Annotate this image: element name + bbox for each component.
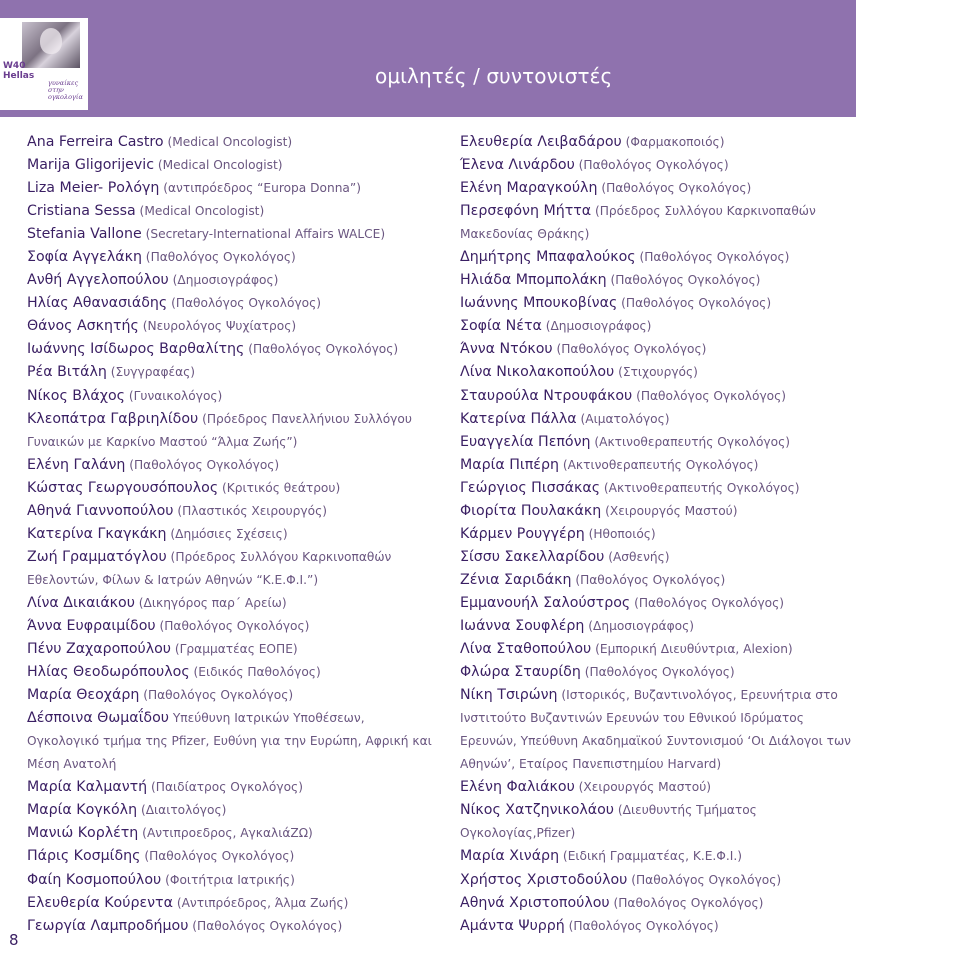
speaker-entry <box>460 892 860 915</box>
speaker-entry <box>460 546 860 569</box>
logo-tagline: γυναίκες στην ογκολογία <box>48 79 83 101</box>
speaker-entry <box>27 822 437 845</box>
speaker-entry <box>27 154 437 177</box>
speaker-name: Ιωάννα Σουφλέρη <box>460 617 585 634</box>
speaker-name: Άννα Ντόκου <box>460 341 553 358</box>
speaker-name: Λίνα Δικαιάκου <box>27 594 135 611</box>
speaker-name: Ελένη Γαλάνη <box>27 456 126 473</box>
speaker-entry <box>27 408 437 454</box>
speaker-entry <box>27 661 437 684</box>
speaker-entry <box>460 269 860 292</box>
speaker-entry <box>460 361 860 384</box>
speaker-name: Μαρία Κογκόλη <box>27 802 138 819</box>
speaker-role: (Πρόεδρος Συλλόγου Καρκινοπαθών Εθελοντών, Φίλων & Ιατρών Αθηνών “K.E.Φ.Ι.”) <box>27 549 392 587</box>
speaker-entry <box>27 892 437 915</box>
logo <box>0 18 88 110</box>
speaker-role: (Στιχουργός) <box>614 365 698 380</box>
speaker-role: (Ακτινοθεραπευτής Ογκολόγος) <box>590 434 790 449</box>
speaker-name: Σταυρούλα Ντρουφάκου <box>460 387 633 404</box>
speaker-entry <box>27 385 437 408</box>
speaker-name: Χρήστος Χριστοδούλου <box>460 871 628 888</box>
speaker-entry <box>27 615 437 638</box>
speaker-name: Ελευθερία Κούρεντα <box>27 894 173 911</box>
speaker-entry <box>27 915 437 938</box>
speaker-name: Κλεοπάτρα Γαβριηλίδου <box>27 410 199 427</box>
speaker-entry <box>27 845 437 868</box>
speaker-role: (Ιστορικός, Βυζαντινολόγος, Ερευνήτρια στο Ινστιτούτο Βυζαντινών Ερευνών του Εθνικού Ιδρύματος Ερευνών, Υπεύθυνη Ακαδημαϊκού Συντονισμού ‘Οι Διάλογοι των Αθηνών’, Εταίρος Πανεπιστημίου Harvard) <box>460 688 851 772</box>
speaker-role: (Παθολόγος Ογκολόγος) <box>617 296 772 311</box>
speaker-name: Liza Meier- Ρολόγη <box>27 180 160 197</box>
speaker-name: Ελευθερία Λειβαδάρου <box>460 134 622 150</box>
speaker-role: (Medical Oncologist) <box>163 135 293 149</box>
speaker-entry <box>27 638 437 661</box>
speaker-entry <box>460 845 860 868</box>
speaker-role: (Medical Oncologist) <box>135 204 265 219</box>
speaker-name: Κώστας Γεωργουσόπουλος <box>27 479 219 496</box>
speaker-entry <box>460 385 860 408</box>
speaker-name: Ανθή Αγγελοπούλου <box>27 272 169 289</box>
speaker-entry <box>27 223 437 246</box>
speaker-role: (Παθολόγος Ογκολόγος) <box>571 572 726 587</box>
speaker-entry <box>460 154 860 177</box>
speaker-role: (Αντιπροεδρος, ΑγκαλιάΖΩ) <box>138 826 313 841</box>
speaker-name: Ιωάννης Μπουκοβίνας <box>460 295 618 312</box>
speakers-list-left <box>27 131 437 938</box>
speaker-name: Κατερίνα Γκαγκάκη <box>27 525 167 542</box>
speaker-role: (Παθολόγος Ογκολόγος) <box>609 895 764 910</box>
speaker-entry <box>27 592 437 615</box>
speaker-name: Δέσποινα Θωμαΐδου <box>27 710 169 727</box>
speaker-role: (Νευρολόγος Ψυχίατρος) <box>138 319 297 334</box>
speaker-name: Ζένια Σαριδάκη <box>460 571 572 588</box>
speaker-name: Λίνα Νικολακοπούλου <box>460 364 615 381</box>
speaker-name: Κατερίνα Πάλλα <box>460 410 577 427</box>
page-title: ομιλητές / συντονιστές <box>375 64 613 88</box>
speaker-entry <box>27 523 437 546</box>
speaker-role: (Παθολόγος Ογκολόγος) <box>167 296 322 311</box>
speaker-entry <box>460 200 860 246</box>
speaker-role: (Κριτικός θεάτρου) <box>218 480 341 495</box>
speaker-role: (Γυναικολόγος) <box>124 388 223 403</box>
speaker-name: Νίκος Βλάχος <box>27 387 125 404</box>
speaker-role: (Αντιπρόεδρος, Άλμα Ζωής) <box>172 895 349 910</box>
speaker-entry <box>460 131 860 154</box>
speaker-name: Αθηνά Γιαννοπούλου <box>27 502 174 519</box>
speaker-name: Marija Gligorijevic <box>27 157 155 174</box>
speaker-role: (Παθολόγος Ογκολόγος) <box>574 158 729 173</box>
speaker-name: Αμάντα Ψυρρή <box>460 917 565 934</box>
speaker-role: (Δικηγόρος παρ΄ Αρείω) <box>134 595 287 610</box>
speaker-name: Νίκος Χατζηνικολάου <box>460 802 615 819</box>
speaker-entry <box>460 292 860 315</box>
speaker-name: Αθηνά Χριστοπούλου <box>460 894 610 911</box>
speaker-entry <box>27 200 437 223</box>
speaker-entry <box>27 546 437 592</box>
speaker-role: (Αιματολόγος) <box>576 411 670 426</box>
speaker-role: (Δημοσιογράφος) <box>541 319 652 334</box>
speaker-name: Θάνος Ασκητής <box>27 318 139 335</box>
speaker-name: Ηλίας Θεοδωρόπουλος <box>27 664 190 681</box>
speaker-name: Φλώρα Σταυρίδη <box>460 664 581 681</box>
speaker-role: (Πρόεδρος Συλλόγου Καρκινοπαθών Μακεδονίας Θράκης) <box>460 204 816 242</box>
speaker-name: Ηλιάδα Μπομπολάκη <box>460 272 607 289</box>
speaker-role: (Πλαστικός Χειρουργός) <box>173 503 327 518</box>
speaker-role: (Ακτινοθεραπευτής Ογκολόγος) <box>558 457 759 472</box>
speaker-name: Άννα Ευφραιμίδου <box>27 617 156 634</box>
speaker-role: (Παθολόγος Ογκολόγος) <box>635 250 790 265</box>
speaker-role: (Ακτινοθεραπευτής Ογκολόγος) <box>600 480 800 495</box>
speaker-role: (Παθολόγος Ογκολόγος) <box>564 918 719 933</box>
speaker-entry <box>27 684 437 707</box>
speaker-name: Πάρις Κοσμίδης <box>27 848 141 865</box>
speaker-entry <box>460 177 860 200</box>
speaker-entry <box>27 315 437 338</box>
speaker-role: (Δημόσιες Σχέσεις) <box>166 526 288 541</box>
speaker-role: (Παθολόγος Ογκολόγος) <box>244 342 399 357</box>
speaker-name: Σοφία Νέτα <box>460 318 542 335</box>
speaker-entry <box>27 246 437 269</box>
page-number: 8 <box>9 931 19 949</box>
speaker-name: Stefania Vallone <box>27 226 142 243</box>
speaker-name: Δημήτρης Μπαφαλούκος <box>460 249 636 266</box>
speaker-role: (Παθολόγος Ογκολόγος) <box>155 618 310 633</box>
speaker-name: Ελένη Φαλιάκου <box>460 779 575 796</box>
speaker-name: Φιορίτα Πουλακάκη <box>460 502 602 519</box>
speaker-entry <box>460 776 860 799</box>
speaker-entry <box>27 338 437 361</box>
speaker-role: Υπεύθυνη Ιατρικών Υποθέσεων, Ογκολογικό τμήμα της Pfizer, Ευθύνη για την Ευρώπη, Αφρική και Μέση Ανατολή <box>27 711 432 772</box>
speaker-entry <box>460 500 860 523</box>
speaker-entry <box>27 776 437 799</box>
speaker-role: (Γραμματέας ΕΟΠΕ) <box>171 642 298 657</box>
header-band <box>0 0 856 117</box>
speaker-role: (Παθολόγος Ογκολόγος) <box>125 457 280 472</box>
speaker-name: Ιωάννης Ισίδωρος Βαρθαλίτης <box>27 341 245 358</box>
speaker-entry <box>460 246 860 269</box>
speaker-entry <box>460 431 860 454</box>
speaker-role: (Φαρμακοποιός) <box>621 135 725 149</box>
speaker-name: Cristiana Sessa <box>27 203 136 220</box>
speaker-entry <box>27 869 437 892</box>
speaker-entry <box>27 500 437 523</box>
speaker-entry <box>460 477 860 500</box>
speaker-entry <box>460 338 860 361</box>
speaker-name: Μαρία Καλμαντή <box>27 779 148 796</box>
speaker-role: (Ασθενής) <box>604 549 670 564</box>
speaker-role: (Παθολόγος Ογκολόγος) <box>141 250 296 265</box>
speaker-role: (Παθολόγος Ογκολόγος) <box>632 388 787 403</box>
speaker-name: Σοφία Αγγελάκη <box>27 249 142 266</box>
speaker-role: (Δημοσιογράφος) <box>168 273 279 288</box>
speakers-list-right <box>460 131 860 938</box>
speaker-name: Περσεφόνη Μήττα <box>460 203 592 220</box>
speaker-entry <box>460 408 860 431</box>
speaker-role: (Παθολόγος Ογκολόγος) <box>606 273 761 288</box>
speaker-role: (Εμπορική Διευθύντρια, Alexion) <box>591 642 793 657</box>
speaker-name: Μανιώ Κορλέτη <box>27 825 139 842</box>
speaker-name: Ελένη Μαραγκούλη <box>460 180 598 197</box>
speaker-entry <box>460 523 860 546</box>
speaker-role: (Χειρουργός Μαστού) <box>574 780 712 795</box>
speaker-role: (Διευθυντής Τμήματος Ογκολογίας,Pfizer) <box>460 803 757 841</box>
speaker-role: (Παιδίατρος Ογκολόγος) <box>147 780 303 795</box>
speaker-role: (Διαιτολόγος) <box>137 803 227 818</box>
speaker-name: Κάρμεν Ρουγγέρη <box>460 525 585 542</box>
speaker-role: (Παθολόγος Ογκολόγος) <box>188 918 343 933</box>
speaker-entry <box>27 454 437 477</box>
speaker-entry <box>460 615 860 638</box>
speaker-name: Ευαγγελία Πεπόνη <box>460 433 591 450</box>
speaker-entry <box>460 661 860 684</box>
speaker-entry <box>460 799 860 845</box>
speaker-name: Μαρία Πιπέρη <box>460 456 559 473</box>
speaker-role: (Ηθοποιός) <box>584 526 656 541</box>
speaker-role: (Secretary-International Affairs WALCE) <box>141 227 386 242</box>
speaker-role: (Συγγραφέας) <box>106 365 196 380</box>
speaker-role: (Ειδικός Παθολόγος) <box>189 665 321 680</box>
speaker-entry <box>460 454 860 477</box>
logo-mark: W40 Hellas <box>3 61 35 81</box>
speaker-role: (Πρόεδρος Πανελλήνιου Συλλόγου Γυναικών με Καρκίνο Μαστού “Άλμα Ζωής”) <box>27 411 412 449</box>
speaker-entry <box>460 592 860 615</box>
speaker-role: (Παθολόγος Ογκολόγος) <box>627 872 782 887</box>
speaker-role: (Φοιτήτρια Ιατρικής) <box>161 872 295 887</box>
speaker-name: Εμμανουήλ Σαλούστρος <box>460 594 631 611</box>
speaker-entry <box>27 707 437 776</box>
speaker-role: (Ειδική Γραμματέας, Κ.Ε.Φ.Ι.) <box>559 849 742 864</box>
speaker-role: (αντιπρόεδρος “Europa Donna”) <box>159 181 361 196</box>
speaker-name: Έλενα Λινάρδου <box>460 157 575 174</box>
speaker-name: Γεωργία Λαμπροδήμου <box>27 917 189 934</box>
speaker-role: (Παθολόγος Ογκολόγος) <box>552 342 707 357</box>
speaker-role: (Χειρουργός Μαστού) <box>601 503 738 518</box>
speaker-role: (Δημοσιογράφος) <box>584 618 694 633</box>
speaker-entry <box>27 477 437 500</box>
speaker-entry <box>460 915 860 938</box>
speaker-entry <box>460 569 860 592</box>
speaker-entry <box>27 131 437 154</box>
speaker-name: Φαίη Κοσμοπούλου <box>27 871 162 888</box>
speaker-entry <box>460 638 860 661</box>
speaker-name: Ρέα Βιτάλη <box>27 364 107 381</box>
speaker-name: Μαρία Θεοχάρη <box>27 687 140 704</box>
speaker-role: (Παθολόγος Ογκολόγος) <box>630 595 785 610</box>
speaker-role: (Παθολόγος Ογκολόγος) <box>139 688 294 703</box>
speaker-name: Πένυ Ζαχαροπούλου <box>27 641 172 658</box>
speaker-entry <box>27 292 437 315</box>
speaker-entry <box>460 684 860 776</box>
speaker-name: Νίκη Τσιρώνη <box>460 687 558 704</box>
speaker-name: Μαρία Χινάρη <box>460 848 560 865</box>
speaker-name: Ana Ferreira Castro <box>27 134 164 150</box>
speaker-role: (Παθολόγος Ογκολόγος) <box>597 181 752 196</box>
speaker-name: Λίνα Σταθοπούλου <box>460 641 592 658</box>
speaker-entry <box>460 869 860 892</box>
speaker-entry <box>27 269 437 292</box>
speaker-name: Σίσσυ Σακελλαρίδου <box>460 548 605 565</box>
speaker-entry <box>460 315 860 338</box>
speaker-role: (Medical Oncologist) <box>154 158 283 173</box>
speaker-role: (Παθολόγος Ογκολόγος) <box>580 665 735 680</box>
speaker-name: Ζωή Γραμματόγλου <box>27 548 167 565</box>
speaker-name: Γεώργιος Πισσάκας <box>460 479 601 496</box>
speaker-entry <box>27 799 437 822</box>
speaker-role: (Παθολόγος Ογκολόγος) <box>140 849 295 864</box>
speaker-entry <box>27 177 437 200</box>
speaker-name: Ηλίας Αθανασιάδης <box>27 295 168 312</box>
speaker-entry <box>27 361 437 384</box>
